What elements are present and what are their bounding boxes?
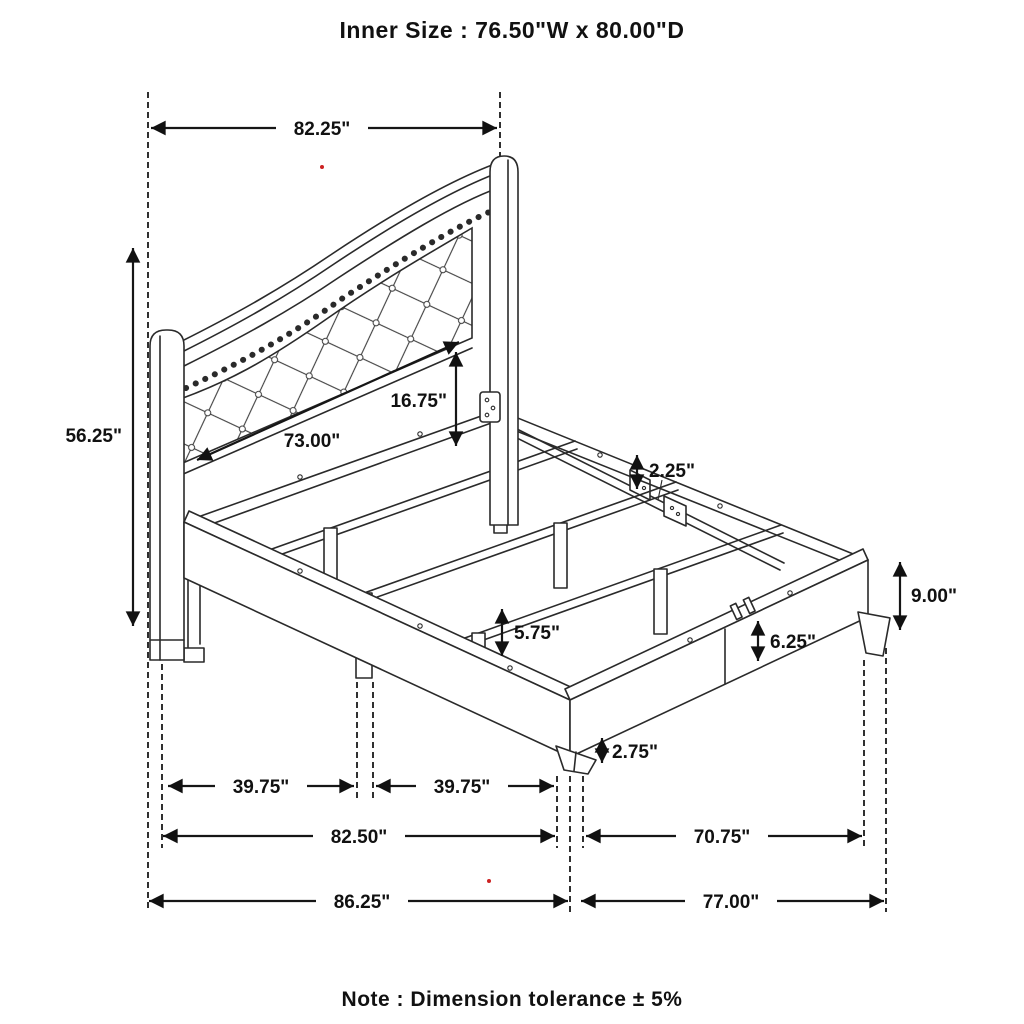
headboard-right-post bbox=[490, 156, 518, 525]
dim-side-rail-height bbox=[900, 562, 957, 630]
dim-overall-width bbox=[581, 892, 884, 913]
dim-foot-leg-height bbox=[602, 738, 658, 763]
dim-label-half-width-left: 39.75" bbox=[232, 777, 290, 798]
dim-top-width bbox=[151, 119, 497, 140]
dim-label-slat-leg-height: 5.75" bbox=[514, 623, 560, 644]
red-speck-1 bbox=[320, 165, 324, 169]
dim-label-top-width: 82.25" bbox=[293, 119, 351, 140]
dim-label-footboard-height: 6.25" bbox=[770, 632, 816, 653]
dim-label-headboard-width: 73.00" bbox=[283, 431, 341, 452]
foot-rail bbox=[565, 549, 868, 757]
dim-label-overall-length: 86.25" bbox=[333, 892, 391, 913]
dim-label-half-width-right: 39.75" bbox=[433, 777, 491, 798]
dim-headboard-height bbox=[65, 248, 133, 626]
far-side-rail bbox=[494, 410, 868, 570]
dim-label-headboard-height: 56.25" bbox=[65, 426, 122, 447]
dim-label-frame-length: 82.50" bbox=[330, 827, 388, 848]
dim-inner-frame-length bbox=[586, 827, 862, 848]
dim-overall-length bbox=[149, 892, 568, 913]
red-speck-2 bbox=[487, 879, 491, 883]
bed-drawing bbox=[150, 156, 890, 883]
inner-size-title: Inner Size : 76.50"W x 80.00"D bbox=[339, 17, 685, 43]
dim-half-width-right bbox=[376, 777, 554, 798]
dim-label-inner-frame-length: 70.75" bbox=[693, 827, 751, 848]
dim-half-width-left bbox=[168, 777, 354, 798]
dim-label-rail-gap: 2.25" bbox=[649, 461, 695, 482]
rail-bracket bbox=[480, 392, 500, 422]
tolerance-note: Note : Dimension tolerance ± 5% bbox=[341, 988, 683, 1011]
dim-label-foot-leg-height: 2.75" bbox=[612, 742, 658, 763]
dim-label-overall-width: 77.00" bbox=[702, 892, 760, 913]
headboard-left-post bbox=[150, 330, 184, 660]
dim-frame-length bbox=[163, 827, 555, 848]
dim-label-panel-height: 16.75" bbox=[390, 391, 447, 412]
dim-label-side-rail-height: 9.00" bbox=[911, 586, 957, 607]
